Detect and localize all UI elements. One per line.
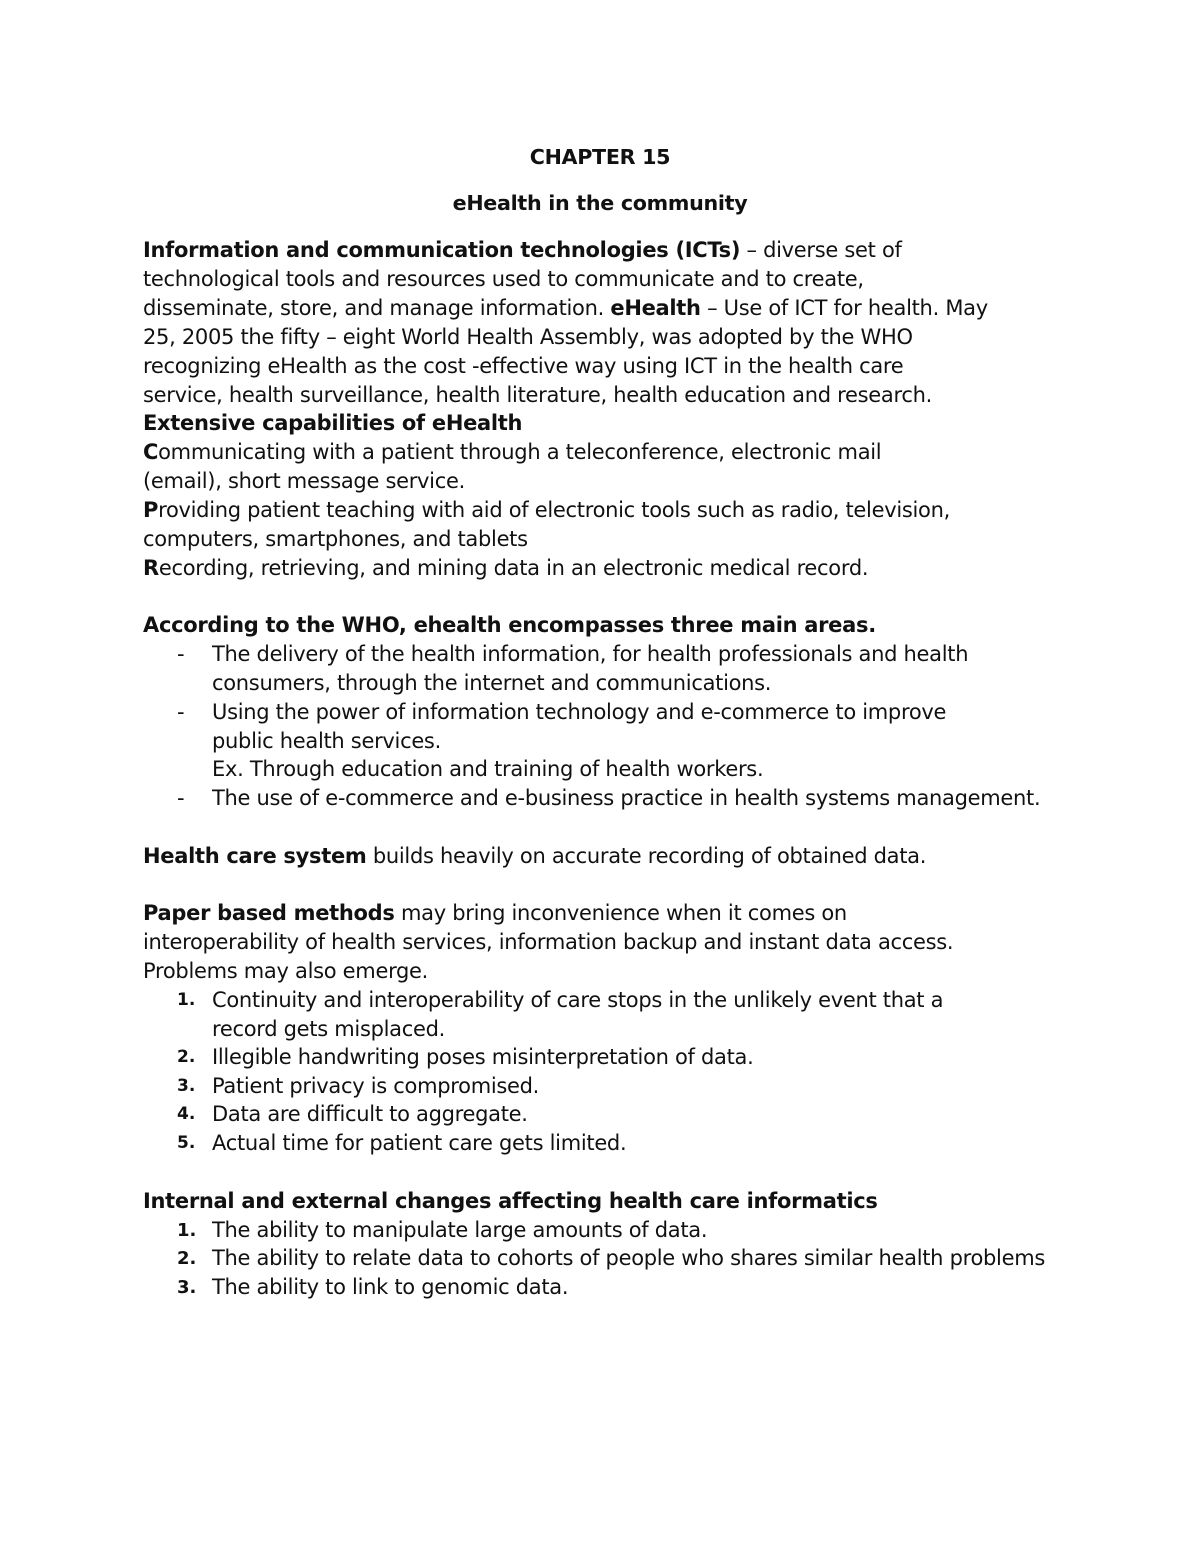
list-number: 1. [177, 990, 196, 1010]
list-number: 5. [177, 1133, 196, 1153]
capability-communicating-cont: (email), short message service. [143, 469, 465, 493]
paper-problem-1-cont: record gets misplaced. [212, 1017, 445, 1041]
health-care-system-paragraph [143, 842, 926, 871]
change-item-3: The ability to link to genomic data. [212, 1275, 569, 1299]
list-number: 4. [177, 1104, 196, 1124]
initial-letter: R [143, 556, 159, 580]
list-number: 2. [177, 1248, 197, 1269]
bullet-dash: - [177, 642, 185, 666]
chapter-heading: CHAPTER 15 [529, 145, 671, 169]
intro-line-6: service, health surveillance, health literature, health education and research. [143, 383, 932, 407]
capability-providing-cont: computers, smartphones, and tablets [143, 527, 528, 551]
capability-providing [143, 496, 950, 525]
who-area-1: The delivery of the health information, for health professionals and health [212, 642, 969, 666]
who-area-2-cont: public health services. [212, 729, 441, 753]
term-paper-based-methods: Paper based methods [143, 901, 395, 925]
change-item-1: The ability to manipulate large amounts of data. [212, 1218, 708, 1242]
paper-problem-4: Data are difficult to aggregate. [212, 1102, 528, 1126]
chapter-title: eHealth in the community [452, 191, 748, 215]
intro-text: – Use of ICT for health. May [700, 296, 988, 320]
list-number: 3. [177, 1277, 197, 1298]
capability-text: ommunicating with a patient through a teleconference, electronic mail [158, 440, 882, 464]
capabilities-heading: Extensive capabilities of eHealth [143, 411, 523, 435]
bullet-dash: - [177, 700, 185, 724]
intro-text: disseminate, store, and manage information. [143, 296, 611, 320]
initial-letter: P [143, 498, 159, 522]
term-ehealth: eHealth [610, 296, 701, 320]
bullet-dash: - [177, 786, 185, 810]
capability-text: ecording, retrieving, and mining data in an electronic medical record. [158, 556, 869, 580]
list-number: 2. [177, 1047, 196, 1067]
capability-recording [143, 554, 868, 583]
change-item-2: The ability to relate data to cohorts of people who shares similar health problems [212, 1246, 1045, 1270]
list-number: 3. [177, 1076, 196, 1096]
intro-text: – diverse set of [740, 238, 902, 262]
paper-line-3: Problems may also emerge. [143, 959, 429, 983]
paragraph-text: may bring inconvenience when it comes on [394, 901, 847, 925]
who-areas-heading: According to the WHO, ehealth encompasses three main areas. [143, 613, 876, 637]
paper-problem-1: Continuity and interoperability of care stops in the unlikely event that a [212, 988, 944, 1012]
paper-problem-2: Illegible handwriting poses misinterpretation of data. [212, 1045, 754, 1069]
capability-text: roviding patient teaching with aid of electronic tools such as radio, television, [158, 498, 950, 522]
intro-line-2: technological tools and resources used to communicate and to create, [143, 267, 864, 291]
who-area-3: The use of e-commerce and e-business practice in health systems management. [212, 786, 1041, 810]
paper-problem-5: Actual time for patient care gets limited. [212, 1131, 627, 1155]
list-number: 1. [177, 1220, 197, 1241]
who-area-1-cont: consumers, through the internet and communications. [212, 671, 772, 695]
paper-line-1 [143, 899, 847, 928]
who-area-2: Using the power of information technology and e-commerce to improve [212, 700, 947, 724]
paragraph-text: builds heavily on accurate recording of obtained data. [366, 844, 927, 868]
paper-problem-3: Patient privacy is compromised. [212, 1074, 540, 1098]
intro-line-1 [143, 236, 902, 265]
term-icts: Information and communication technologies (ICTs) [143, 238, 741, 262]
capability-communicating [143, 438, 881, 467]
intro-line-5: recognizing eHealth as the cost -effective way using ICT in the health care [143, 354, 904, 378]
who-area-2-example: Ex. Through education and training of health workers. [212, 757, 764, 781]
initial-letter: C [143, 440, 159, 464]
intro-line-4: 25, 2005 the fifty – eight World Health Assembly, was adopted by the WHO [143, 325, 913, 349]
paper-line-2: interoperability of health services, information backup and instant data access. [143, 930, 954, 954]
term-health-care-system: Health care system [143, 844, 367, 868]
intro-line-3 [143, 294, 988, 323]
changes-heading: Internal and external changes affecting health care informatics [143, 1189, 878, 1213]
